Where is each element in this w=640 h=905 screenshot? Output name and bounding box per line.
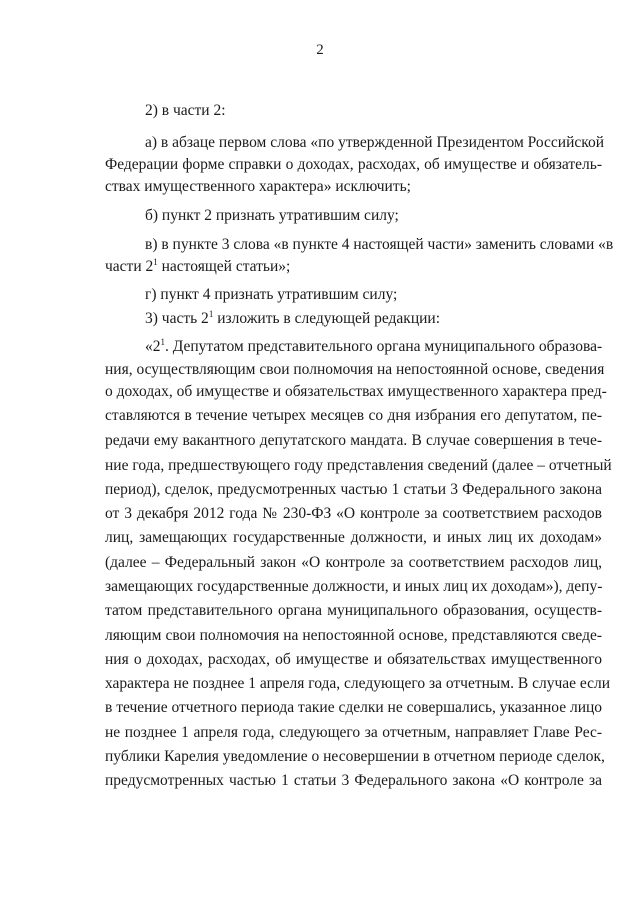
- text-segment: характера не позднее 1 апреля года, следующего за отчетным. В случае если: [105, 675, 611, 692]
- text-line: [0, 133, 605, 153]
- text-segment: изложить в следующей редакции:: [213, 310, 441, 327]
- text-line: [0, 431, 602, 451]
- text-segment: ние года, предшествующего году представления сведений (далее – отчетный: [105, 457, 612, 474]
- text-line: [0, 601, 602, 621]
- text-line: [0, 177, 602, 197]
- text-segment: не позднее 1 апреля года, следующего за отчетным, направляет Главе Рес-: [105, 724, 602, 741]
- text-line: [0, 747, 605, 767]
- text-line: [0, 337, 602, 357]
- text-line: [0, 650, 602, 670]
- text-segment: публики Карелия уведомление о несовершении в отчетном периоде сделок,: [105, 748, 605, 765]
- text-segment: лиц, замещающих государственные должности, и иных лиц их доходам»: [105, 529, 602, 546]
- text-line: [0, 674, 611, 694]
- text-segment: (далее – Федеральный закон «О контроле за соответствием расходов лиц,: [105, 554, 602, 571]
- text-segment: 3) часть 2: [145, 310, 209, 327]
- text-line: [0, 206, 602, 226]
- text-segment: . Депутатом представительного органа муниципального образова-: [165, 338, 603, 355]
- text-line: [0, 360, 605, 380]
- text-line: [0, 101, 602, 121]
- text-segment: от 3 декабря 2012 года № 230-ФЗ «О контроле за соответствием расходов: [105, 505, 602, 522]
- text-line: [0, 456, 612, 476]
- text-segment: Федерации форме справки о доходах, расходах, об имуществе и обязатель-: [105, 156, 602, 173]
- superscript: 1: [160, 337, 165, 347]
- text-line: [0, 504, 602, 524]
- text-segment: ствах имущественного характера» исключить;: [105, 178, 411, 195]
- text-line: [0, 155, 602, 175]
- text-segment: г) пункт 4 признать утратившим силу;: [145, 286, 398, 303]
- text-line: [0, 723, 602, 743]
- text-segment: части 2: [105, 258, 154, 275]
- text-segment: период), сделок, предусмотренных частью 1 статьи 3 Федерального закона: [105, 481, 602, 498]
- superscript: 1: [208, 309, 214, 319]
- text-segment: татом представительного органа муниципального образования, осуществ-: [105, 602, 602, 619]
- text-line: [0, 285, 602, 305]
- text-segment: а) в абзаце первом слова «по утвержденной Президентом Российской: [145, 134, 605, 151]
- text-segment: в течение отчетного периода такие сделки не совершались, указанное лицо: [105, 699, 603, 716]
- page-number: 2: [316, 42, 324, 58]
- text-line: [0, 528, 602, 548]
- text-line: [0, 577, 602, 597]
- text-line: [0, 309, 602, 329]
- text-line: [0, 382, 607, 402]
- superscript: 1: [153, 257, 158, 267]
- text-line: [0, 406, 602, 426]
- text-segment: ставляются в течение четырех месяцев со дня избрания его депутатом, пе-: [105, 407, 602, 424]
- text-segment: ния о доходах, расходах, об имуществе и обязательствах имущественного: [105, 651, 602, 668]
- text-segment: 2) в части 2:: [145, 102, 226, 119]
- text-line: [0, 771, 602, 791]
- text-line: [0, 257, 602, 277]
- text-line: [0, 626, 602, 646]
- text-line: [0, 553, 602, 573]
- text-segment: настоящей статьи»;: [157, 258, 291, 275]
- text-line: [0, 480, 602, 500]
- text-segment: ляющим свои полномочия на непостоянной основе, представляются сведе-: [105, 627, 602, 644]
- text-segment: предусмотренных частью 1 статьи 3 Федерального закона «О контроле за: [105, 772, 602, 789]
- text-segment: в) в пункте 3 слова «в пункте 4 настоящей части» заменить словами «в: [145, 236, 614, 253]
- text-segment: редачи ему вакантного депутатского мандата. В случае совершения в тече-: [105, 432, 602, 449]
- text-segment: замещающих государственные должности, и иных лиц их доходам»), депу-: [105, 578, 603, 595]
- text-segment: б) пункт 2 признать утратившим силу;: [145, 207, 399, 224]
- text-line: [0, 235, 614, 255]
- text-segment: ния, осуществляющим свои полномочия на непостоянной основе, сведения: [105, 361, 605, 378]
- text-segment: «2: [145, 338, 161, 355]
- text-segment: о доходах, об имуществе и обязательствах имущественного характера пред-: [105, 383, 607, 400]
- text-line: [0, 698, 602, 718]
